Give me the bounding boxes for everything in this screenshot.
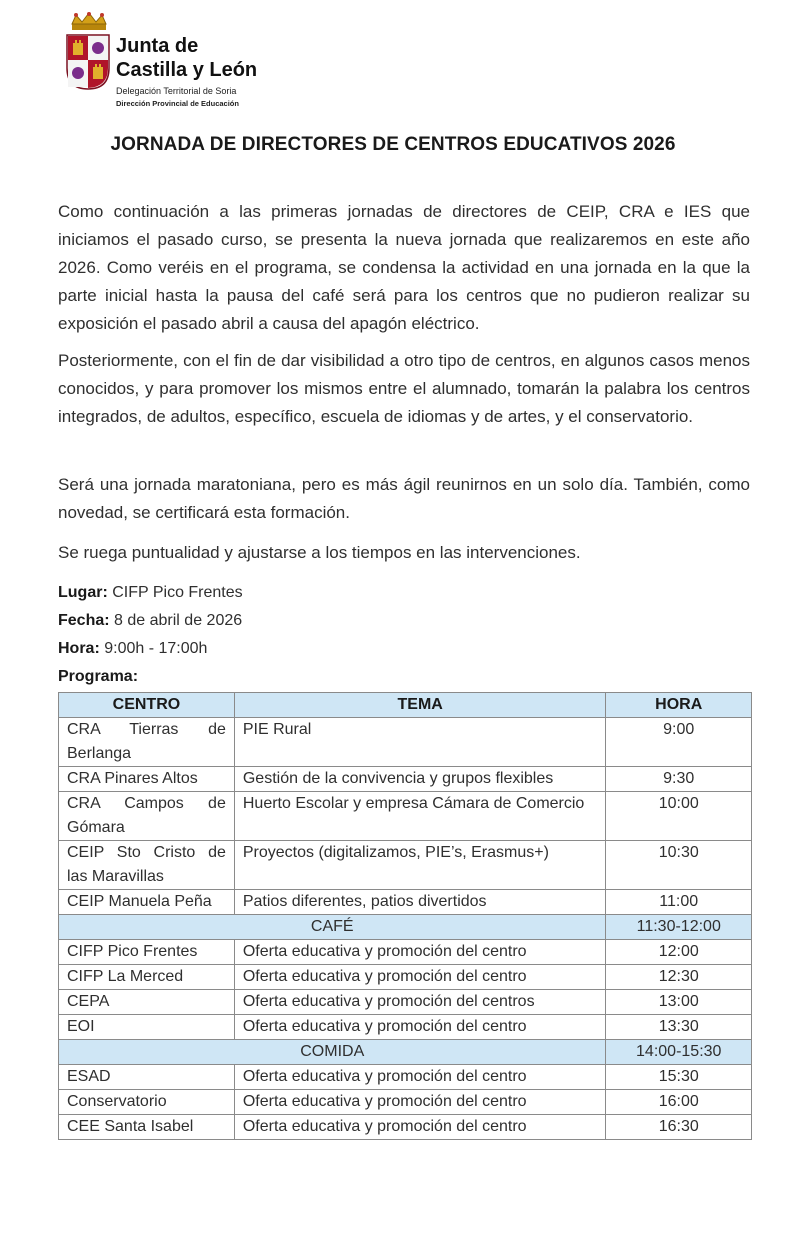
cell-centro: CIFP Pico Frentes (59, 940, 235, 965)
cell-hora: 16:30 (606, 1115, 752, 1140)
cell-tema: Oferta educativa y promoción del centro (234, 965, 606, 990)
institution-name: Junta de Castilla y León (116, 35, 258, 81)
paragraph-punctuality: Se ruega puntualidad y ajustarse a los tiempos en las intervenciones. (58, 543, 581, 562)
cell-centro: CEIP Manuela Peña (59, 890, 235, 915)
table-row (59, 965, 752, 990)
table-header-row (59, 693, 752, 718)
header-tema: TEMA (234, 693, 606, 718)
cell-tema: Proyectos (digitalizamos, PIE’s, Erasmus+) (234, 841, 606, 890)
break-hora: 11:30-12:00 (606, 915, 752, 940)
break-row-comida (59, 1040, 752, 1065)
cell-hora: 10:30 (606, 841, 752, 890)
cell-tema: Oferta educativa y promoción del centro (234, 940, 606, 965)
table-row (59, 990, 752, 1015)
table-row (59, 792, 752, 841)
cell-hora: 12:00 (606, 940, 752, 965)
cell-tema: Patios diferentes, patios divertidos (234, 890, 606, 915)
cell-centro: CRA Campos de Gómara (59, 792, 235, 841)
info-programa: Programa: (58, 668, 139, 685)
table-row (59, 841, 752, 890)
cell-centro: CEIP Sto Cristo de las Maravillas (59, 841, 235, 890)
table-row (59, 1090, 752, 1115)
info-hora: Hora: 9:00h - 17:00h (58, 640, 208, 657)
table-row (59, 718, 752, 767)
cell-hora: 12:30 (606, 965, 752, 990)
crown-icon (70, 12, 108, 32)
info-lugar: Lugar: CIFP Pico Frentes (58, 584, 243, 601)
cell-tema: Gestión de la convivencia y grupos flexibles (234, 767, 606, 792)
cell-tema: Oferta educativa y promoción del centro (234, 1015, 606, 1040)
break-label: CAFÉ (59, 915, 606, 940)
table-row (59, 1015, 752, 1040)
jcyl-logo (66, 12, 296, 112)
cell-tema: Oferta educativa y promoción del centro (234, 1115, 606, 1140)
coat-of-arms-icon (66, 34, 110, 90)
cell-hora: 11:00 (606, 890, 752, 915)
cell-centro: Conservatorio (59, 1090, 235, 1115)
cell-hora: 15:30 (606, 1065, 752, 1090)
table-row (59, 940, 752, 965)
cell-tema: Oferta educativa y promoción del centro (234, 1065, 606, 1090)
cell-tema: Oferta educativa y promoción del centros (234, 990, 606, 1015)
cell-centro: CEPA (59, 990, 235, 1015)
cell-centro: CRA Tierras de Berlanga (59, 718, 235, 767)
break-row-cafe (59, 915, 752, 940)
cell-centro: CIFP La Merced (59, 965, 235, 990)
program-table (58, 692, 752, 1140)
cell-centro: CRA Pinares Altos (59, 767, 235, 792)
cell-tema: Huerto Escolar y empresa Cámara de Comercio (234, 792, 606, 841)
direction-text: Dirección Provincial de Educación (116, 99, 239, 108)
cell-centro: ESAD (59, 1065, 235, 1090)
paragraph-intro: Como continuación a las primeras jornadas de directores de CEIP, CRA e IES que iniciamos el pasado curso, se presenta la nueva jornada que realizaremos en este año 2026. Como veréis en el programa, se condensa la actividad en una jornada en la que la parte inicial hasta la pausa del café será para los centros que no pudieron realizar su exposición el pasado abril a causa del apagón eléctrico. (58, 202, 750, 333)
table-row (59, 1115, 752, 1140)
cell-hora: 13:00 (606, 990, 752, 1015)
paragraph-marathon: Será una jornada maratoniana, pero es más ágil reunirnos en un solo día. También, como novedad, se certificará esta formación. (58, 475, 750, 522)
cell-hora: 10:00 (606, 792, 752, 841)
paragraph-visibility: Posteriormente, con el fin de dar visibilidad a otro tipo de centros, en algunos casos menos conocidos, y para promover los mismos entre el alumnado, tomarán la palabra los centros integrados, de adultos, específico, escuela de idiomas y de artes, y el conservatorio. (58, 351, 750, 426)
header-hora: HORA (606, 693, 752, 718)
break-hora: 14:00-15:30 (606, 1040, 752, 1065)
delegation-text: Delegación Territorial de Soria (116, 86, 237, 96)
cell-hora: 16:00 (606, 1090, 752, 1115)
cell-centro: CEE Santa Isabel (59, 1115, 235, 1140)
cell-tema: Oferta educativa y promoción del centro (234, 1090, 606, 1115)
cell-centro: EOI (59, 1015, 235, 1040)
info-fecha: Fecha: 8 de abril de 2026 (58, 612, 243, 629)
page-title: JORNADA DE DIRECTORES DE CENTROS EDUCATIVOS 2026 (110, 134, 676, 155)
break-label: COMIDA (59, 1040, 606, 1065)
cell-hora: 13:30 (606, 1015, 752, 1040)
header-centro: CENTRO (59, 693, 235, 718)
cell-hora: 9:00 (606, 718, 752, 767)
table-row (59, 1065, 752, 1090)
table-row (59, 890, 752, 915)
cell-tema: PIE Rural (234, 718, 606, 767)
table-row (59, 767, 752, 792)
cell-hora: 9:30 (606, 767, 752, 792)
